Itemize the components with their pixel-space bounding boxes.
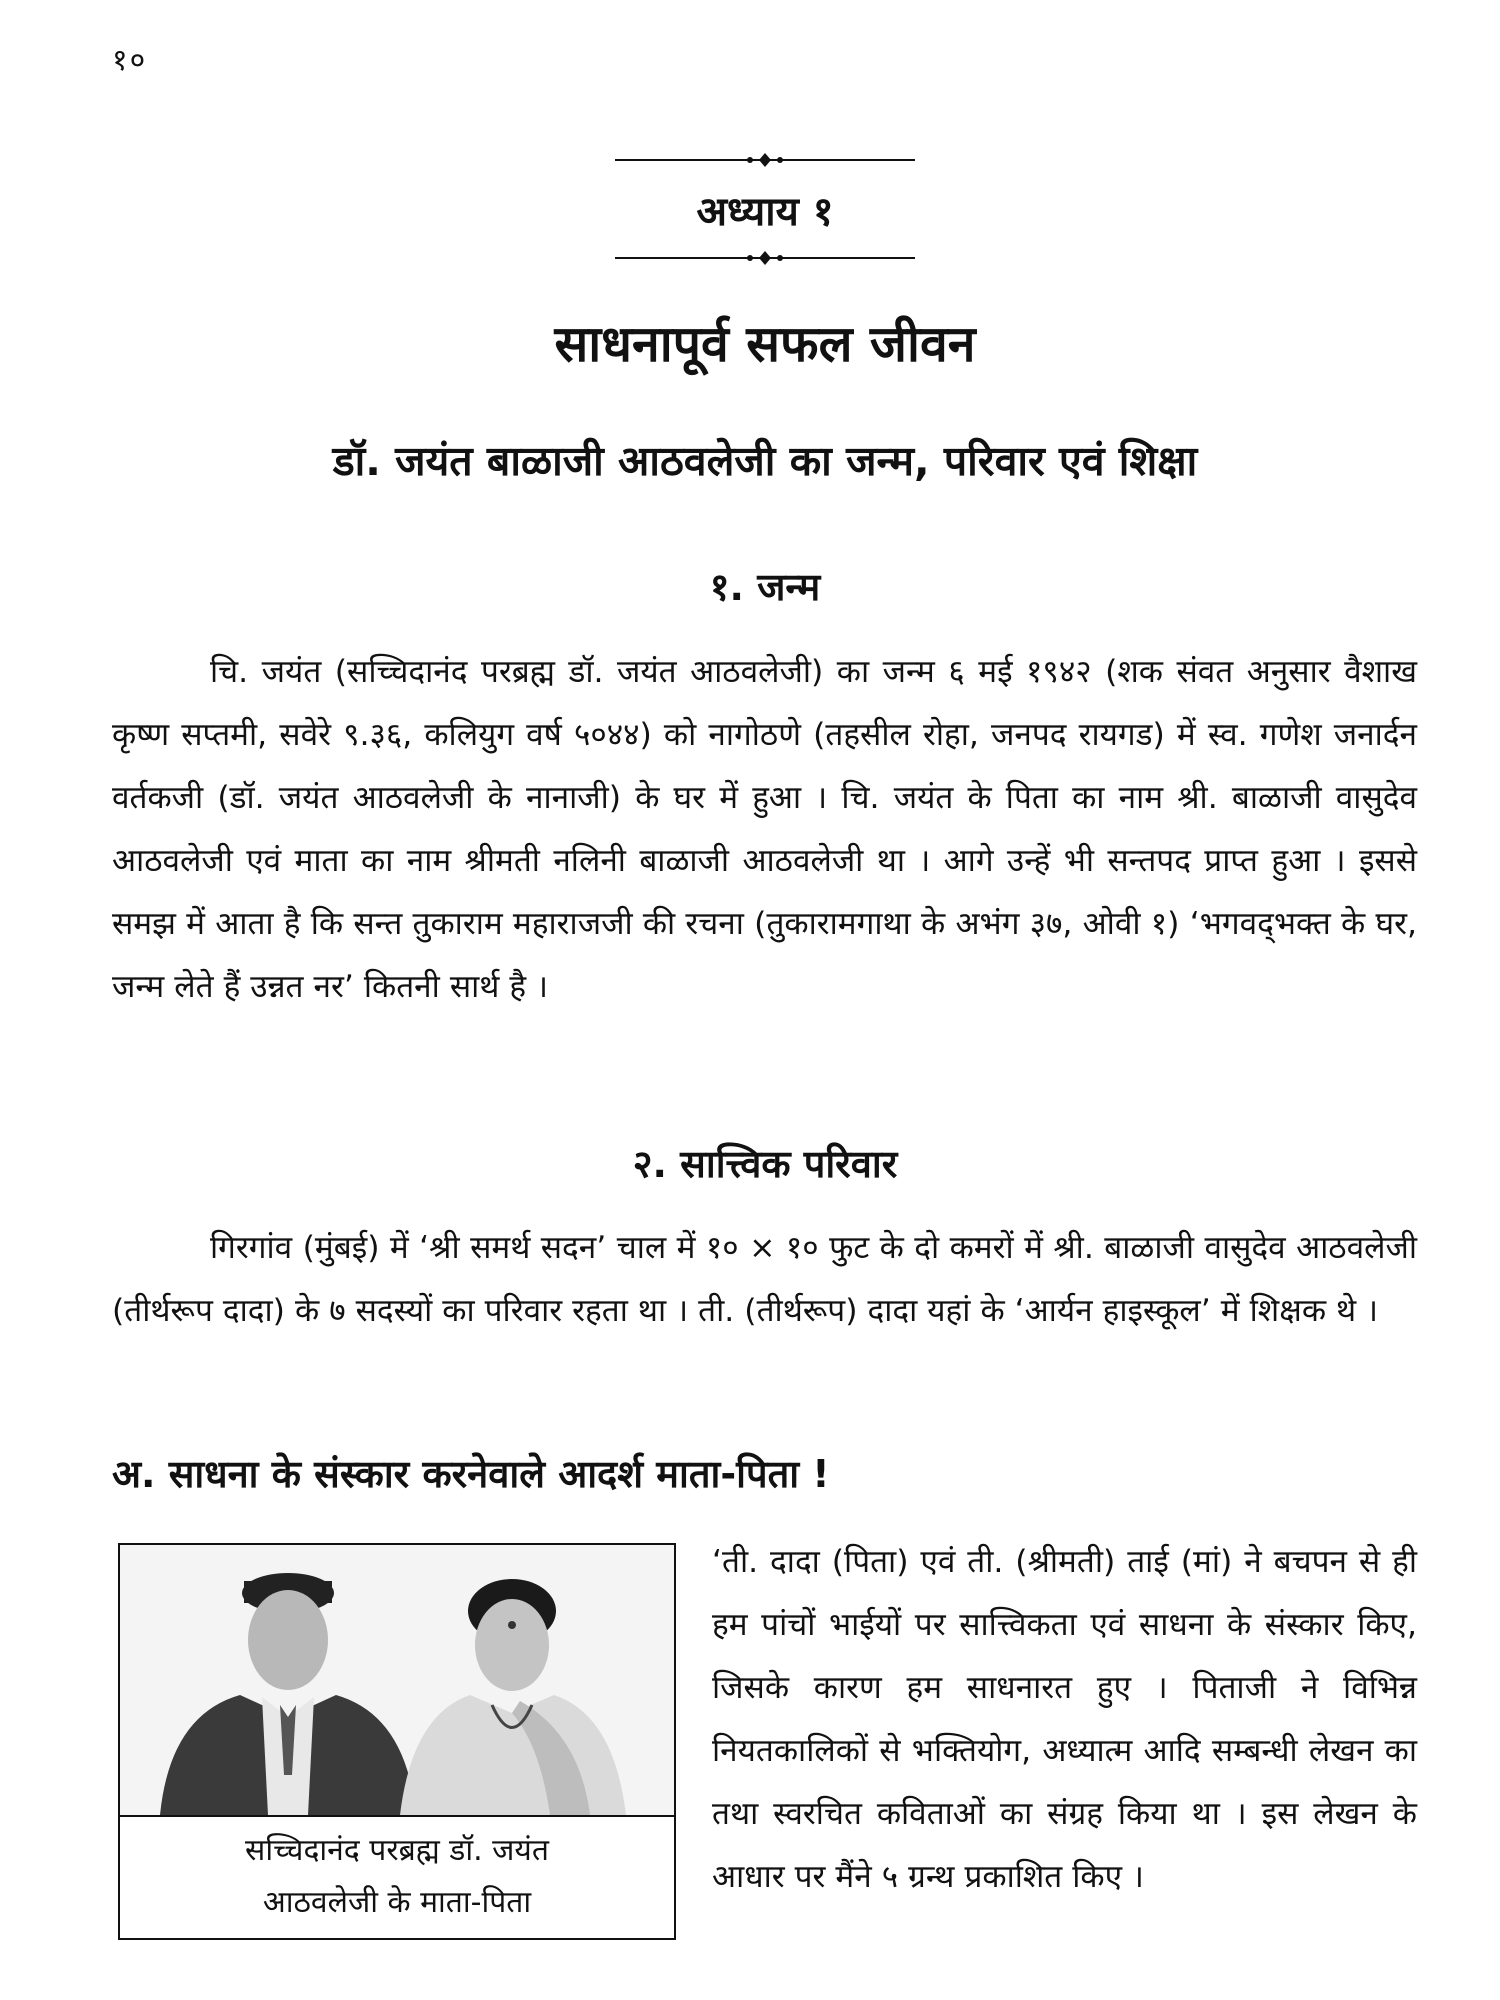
top-ornament-divider: [615, 150, 915, 170]
section-heading-birth: १. जन्म: [709, 565, 821, 609]
section-text-birth: चि. जयंत (सच्चिदानंद परब्रह्म डॉ. जयंत आठवलेजी) का जन्म ६ मई १९४२ (शक संवत अनुसार वैशाख कृष्ण सप्तमी, सवेरे ९.३६, कलियुग वर्ष ५०४४) को नागोठणे (तहसील रोहा, जनपद रायगड) में स्व. गणेश जनार्दन वर्तकजी (डॉ. जयंत आठवलेजी के नानाजी) के घर में हुआ । चि. जयंत के पिता का नाम श्री. बाळाजी वासुदेव आठवलेजी एवं माता का नाम श्रीमती नलिनी बाळाजी आठवलेजी था । आगे उन्हें भी सन्तपद प्राप्त हुआ । इससे समझ में आता है कि सन्त तुकाराम महाराजजी की रचना (तुकारामगाथा के अभंग ३७, ओवी १) ‘भगवद्‌भक्त के घर, जन्म लेते हैं उन्नत नर’ कितनी सार्थ है ।: [112, 654, 1417, 1005]
subsection-heading-parents: अ. साधना के संस्कार करनेवाले आदर्श माता-पिता !: [112, 1452, 830, 1496]
parents-photo: [120, 1545, 674, 1817]
section-text-family: गिरगांव (मुंबई) में ‘श्री समर्थ सदन’ चाल में १० × १० फुट के दो कमरों में श्री. बाळाजी वासुदेव आठवलेजी (तीर्थरूप दादा) के ७ सदस्यों का परिवार रहता था । ती. (तीर्थरूप) दादा यहां के ‘आर्यन हाइस्कूल’ में शिक्षक थे ।: [112, 1230, 1417, 1329]
subsection-text-parents: ‘ती. दादा (पिता) एवं ती. (श्रीमती) ताई (मां) ने बचपन से ही हम पांचों भाईयों पर सात्त्विकता एवं साधना के संस्कार किए, जिसके कारण हम साधनारत हुए । पिताजी ने विभिन्न नियतकालिकों से भक्तियोग, अध्यात्म आदि सम्बन्धी लेखन का तथा स्वरचित कविताओं का संग्रह किया था । इस लेखन के आधार पर मैंने ५ ग्रन्थ प्रकाशित किए ।: [712, 1544, 1417, 1895]
photo-caption: [120, 1817, 674, 1938]
bottom-ornament-divider: [615, 248, 915, 268]
photo-caption-line-2: आठवलेजी के माता-पिता: [262, 1885, 532, 1920]
page-number: १०: [112, 43, 148, 78]
parents-photo-figure: [118, 1543, 676, 1940]
chapter-title: साधनापूर्व सफल जीवन: [554, 315, 976, 373]
chapter-subtitle: डॉ. जयंत बाळाजी आठवलेजी का जन्म, परिवार एवं शिक्षा: [332, 437, 1198, 485]
photo-caption-line-1: सच्चिदानंद परब्रह्म डॉ. जयंत: [245, 1833, 549, 1868]
section-heading-family: २. सात्त्विक परिवार: [632, 1142, 898, 1186]
chapter-label: अध्याय १: [696, 189, 834, 235]
